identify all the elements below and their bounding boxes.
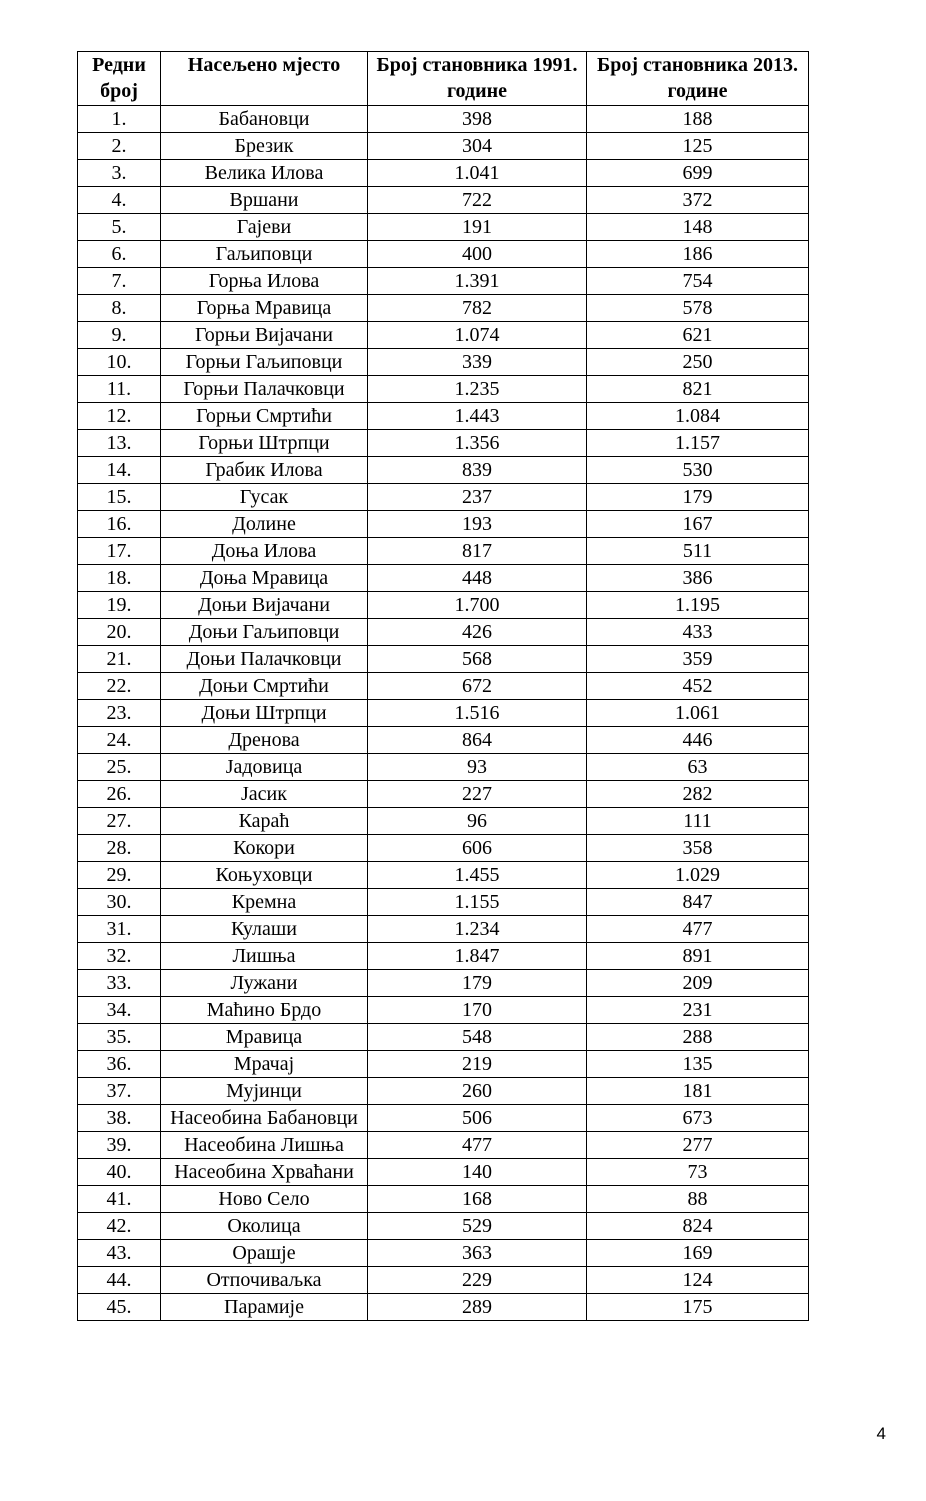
row-number-cell: 20. [78,619,161,646]
row-number-cell: 43. [78,1240,161,1267]
row-number-cell: 36. [78,1051,161,1078]
population-1991-cell: 237 [368,484,587,511]
table-row [78,106,809,133]
population-1991-cell: 1.235 [368,376,587,403]
table-row [78,268,809,295]
population-2013-cell: 386 [587,565,809,592]
population-2013-cell: 530 [587,457,809,484]
table-row [78,187,809,214]
population-2013-cell: 446 [587,727,809,754]
settlement-cell: Бабановци [161,106,368,133]
population-1991-cell: 193 [368,511,587,538]
settlement-cell: Доњи Гаљиповци [161,619,368,646]
row-number-cell: 21. [78,646,161,673]
table-row [78,916,809,943]
population-1991-cell: 96 [368,808,587,835]
population-1991-cell: 260 [368,1078,587,1105]
row-number-cell: 15. [78,484,161,511]
population-1991-cell: 506 [368,1105,587,1132]
table-row [78,889,809,916]
population-2013-cell: 1.157 [587,430,809,457]
settlement-cell: Доњи Штрпци [161,700,368,727]
row-number-cell: 18. [78,565,161,592]
population-1991-cell: 168 [368,1186,587,1213]
settlement-cell: Парамије [161,1294,368,1321]
population-2013-cell: 891 [587,943,809,970]
header-settlement: Насељено мјесто [161,52,368,106]
population-1991-cell: 1.516 [368,700,587,727]
settlement-cell: Маћино Брдо [161,997,368,1024]
row-number-cell: 14. [78,457,161,484]
population-1991-cell: 229 [368,1267,587,1294]
population-2013-cell: 621 [587,322,809,349]
population-2013-cell: 372 [587,187,809,214]
population-1991-cell: 1.700 [368,592,587,619]
population-1991-cell: 1.234 [368,916,587,943]
population-2013-cell: 179 [587,484,809,511]
settlement-cell: Горња Илова [161,268,368,295]
table-row [78,781,809,808]
settlement-cell: Горњи Вијачани [161,322,368,349]
population-1991-cell: 1.455 [368,862,587,889]
population-2013-cell: 433 [587,619,809,646]
row-number-cell: 40. [78,1159,161,1186]
table-row [78,538,809,565]
table-row [78,160,809,187]
row-number-cell: 38. [78,1105,161,1132]
row-number-cell: 44. [78,1267,161,1294]
row-number-cell: 12. [78,403,161,430]
population-1991-cell: 782 [368,295,587,322]
settlement-cell: Коњуховци [161,862,368,889]
row-number-cell: 30. [78,889,161,916]
population-1991-cell: 568 [368,646,587,673]
table-row [78,943,809,970]
population-2013-cell: 188 [587,106,809,133]
settlement-cell: Горњи Штрпци [161,430,368,457]
population-1991-cell: 170 [368,997,587,1024]
row-number-cell: 3. [78,160,161,187]
population-2013-cell: 282 [587,781,809,808]
population-2013-cell: 477 [587,916,809,943]
settlement-cell: Насеобина Хрваћани [161,1159,368,1186]
population-2013-cell: 1.029 [587,862,809,889]
row-number-cell: 33. [78,970,161,997]
population-1991-cell: 722 [368,187,587,214]
header-row [78,52,809,106]
row-number-cell: 23. [78,700,161,727]
population-2013-cell: 511 [587,538,809,565]
settlement-cell: Гаљиповци [161,241,368,268]
page-number: 4 [876,1424,886,1443]
settlement-cell: Насеобина Бабановци [161,1105,368,1132]
settlement-cell: Мујинци [161,1078,368,1105]
population-2013-cell: 135 [587,1051,809,1078]
settlement-cell: Мрачај [161,1051,368,1078]
table-row [78,646,809,673]
row-number-cell: 13. [78,430,161,457]
row-number-cell: 17. [78,538,161,565]
row-number-cell: 22. [78,673,161,700]
table-row [78,511,809,538]
population-1991-cell: 606 [368,835,587,862]
table-row [78,241,809,268]
population-1991-cell: 477 [368,1132,587,1159]
table-row [78,673,809,700]
population-2013-cell: 181 [587,1078,809,1105]
row-number-cell: 45. [78,1294,161,1321]
table-row [78,592,809,619]
row-number-cell: 42. [78,1213,161,1240]
table-row [78,970,809,997]
population-1991-cell: 289 [368,1294,587,1321]
population-2013-cell: 359 [587,646,809,673]
population-2013-cell: 63 [587,754,809,781]
table-row [78,1105,809,1132]
settlement-cell: Насеобина Лишња [161,1132,368,1159]
table-row [78,619,809,646]
population-1991-cell: 1.074 [368,322,587,349]
population-2013-cell: 186 [587,241,809,268]
population-table [77,51,809,1321]
table-row [78,1213,809,1240]
population-1991-cell: 1.847 [368,943,587,970]
population-1991-cell: 448 [368,565,587,592]
settlement-cell: Доњи Смртићи [161,673,368,700]
table-row [78,295,809,322]
population-1991-cell: 1.041 [368,160,587,187]
settlement-cell: Брезик [161,133,368,160]
settlement-cell: Орашје [161,1240,368,1267]
population-2013-cell: 578 [587,295,809,322]
row-number-cell: 2. [78,133,161,160]
population-2013-cell: 73 [587,1159,809,1186]
population-1991-cell: 93 [368,754,587,781]
settlement-cell: Јасик [161,781,368,808]
settlement-cell: Долине [161,511,368,538]
row-number-cell: 28. [78,835,161,862]
settlement-cell: Горњи Смртићи [161,403,368,430]
settlement-cell: Јадовица [161,754,368,781]
population-1991-cell: 219 [368,1051,587,1078]
population-1991-cell: 529 [368,1213,587,1240]
settlement-cell: Гајеви [161,214,368,241]
population-2013-cell: 125 [587,133,809,160]
population-2013-cell: 169 [587,1240,809,1267]
table-row [78,862,809,889]
table-row [78,430,809,457]
population-1991-cell: 426 [368,619,587,646]
row-number-cell: 31. [78,916,161,943]
population-1991-cell: 398 [368,106,587,133]
table-row [78,997,809,1024]
settlement-cell: Лишња [161,943,368,970]
table-row [78,1132,809,1159]
table-row [78,1294,809,1321]
population-1991-cell: 227 [368,781,587,808]
table-row [78,376,809,403]
row-number-cell: 26. [78,781,161,808]
population-2013-cell: 148 [587,214,809,241]
row-number-cell: 32. [78,943,161,970]
population-2013-cell: 1.195 [587,592,809,619]
settlement-cell: Горњи Палачковци [161,376,368,403]
row-number-cell: 5. [78,214,161,241]
table-row [78,457,809,484]
population-2013-cell: 88 [587,1186,809,1213]
header-population-2013: Број становника 2013. године [587,52,809,106]
table-row [78,322,809,349]
population-1991-cell: 672 [368,673,587,700]
row-number-cell: 24. [78,727,161,754]
population-2013-cell: 358 [587,835,809,862]
population-1991-cell: 864 [368,727,587,754]
table-row [78,1267,809,1294]
table-header [78,52,809,106]
row-number-cell: 29. [78,862,161,889]
settlement-cell: Караћ [161,808,368,835]
population-2013-cell: 452 [587,673,809,700]
settlement-cell: Отпочиваљка [161,1267,368,1294]
table-row [78,1240,809,1267]
table-row [78,484,809,511]
settlement-cell: Ново Село [161,1186,368,1213]
settlement-cell: Мравица [161,1024,368,1051]
settlement-cell: Кокори [161,835,368,862]
population-1991-cell: 1.391 [368,268,587,295]
table-row [78,700,809,727]
population-2013-cell: 673 [587,1105,809,1132]
header-population-1991: Број становника 1991. године [368,52,587,106]
settlement-cell: Доња Илова [161,538,368,565]
settlement-cell: Доњи Палачковци [161,646,368,673]
population-2013-cell: 847 [587,889,809,916]
population-2013-cell: 124 [587,1267,809,1294]
settlement-cell: Доња Мравица [161,565,368,592]
population-1991-cell: 548 [368,1024,587,1051]
population-1991-cell: 339 [368,349,587,376]
population-1991-cell: 1.356 [368,430,587,457]
population-2013-cell: 167 [587,511,809,538]
population-1991-cell: 304 [368,133,587,160]
row-number-cell: 16. [78,511,161,538]
settlement-cell: Горњи Гаљиповци [161,349,368,376]
settlement-cell: Горња Мравица [161,295,368,322]
population-1991-cell: 363 [368,1240,587,1267]
table-row [78,754,809,781]
table-row [78,133,809,160]
population-2013-cell: 209 [587,970,809,997]
table-row [78,214,809,241]
settlement-cell: Лужани [161,970,368,997]
settlement-cell: Доњи Вијачани [161,592,368,619]
row-number-cell: 37. [78,1078,161,1105]
population-1991-cell: 839 [368,457,587,484]
settlement-cell: Дренова [161,727,368,754]
population-1991-cell: 179 [368,970,587,997]
population-1991-cell: 191 [368,214,587,241]
table-row [78,1051,809,1078]
population-2013-cell: 1.061 [587,700,809,727]
table-row [78,835,809,862]
row-number-cell: 1. [78,106,161,133]
row-number-cell: 19. [78,592,161,619]
population-1991-cell: 817 [368,538,587,565]
row-number-cell: 25. [78,754,161,781]
population-1991-cell: 1.443 [368,403,587,430]
table-row [78,565,809,592]
row-number-cell: 10. [78,349,161,376]
row-number-cell: 6. [78,241,161,268]
population-2013-cell: 231 [587,997,809,1024]
row-number-cell: 7. [78,268,161,295]
row-number-cell: 11. [78,376,161,403]
population-1991-cell: 400 [368,241,587,268]
row-number-cell: 4. [78,187,161,214]
table-row [78,1159,809,1186]
table-row [78,403,809,430]
table-row [78,1186,809,1213]
header-row-number: Редни број [78,52,161,106]
settlement-cell: Вршани [161,187,368,214]
table-row [78,727,809,754]
population-2013-cell: 821 [587,376,809,403]
population-2013-cell: 824 [587,1213,809,1240]
row-number-cell: 9. [78,322,161,349]
population-2013-cell: 1.084 [587,403,809,430]
population-1991-cell: 1.155 [368,889,587,916]
population-2013-cell: 250 [587,349,809,376]
table-row [78,1078,809,1105]
population-2013-cell: 754 [587,268,809,295]
population-2013-cell: 111 [587,808,809,835]
settlement-cell: Кулаши [161,916,368,943]
row-number-cell: 41. [78,1186,161,1213]
table-row [78,808,809,835]
population-2013-cell: 277 [587,1132,809,1159]
row-number-cell: 35. [78,1024,161,1051]
population-2013-cell: 699 [587,160,809,187]
settlement-cell: Околица [161,1213,368,1240]
table-row [78,1024,809,1051]
table-row [78,349,809,376]
row-number-cell: 27. [78,808,161,835]
settlement-cell: Гусак [161,484,368,511]
population-2013-cell: 175 [587,1294,809,1321]
row-number-cell: 34. [78,997,161,1024]
settlement-cell: Велика Илова [161,160,368,187]
settlement-cell: Грабик Илова [161,457,368,484]
row-number-cell: 8. [78,295,161,322]
population-1991-cell: 140 [368,1159,587,1186]
population-2013-cell: 288 [587,1024,809,1051]
settlement-cell: Кремна [161,889,368,916]
row-number-cell: 39. [78,1132,161,1159]
table-body [78,106,809,1321]
